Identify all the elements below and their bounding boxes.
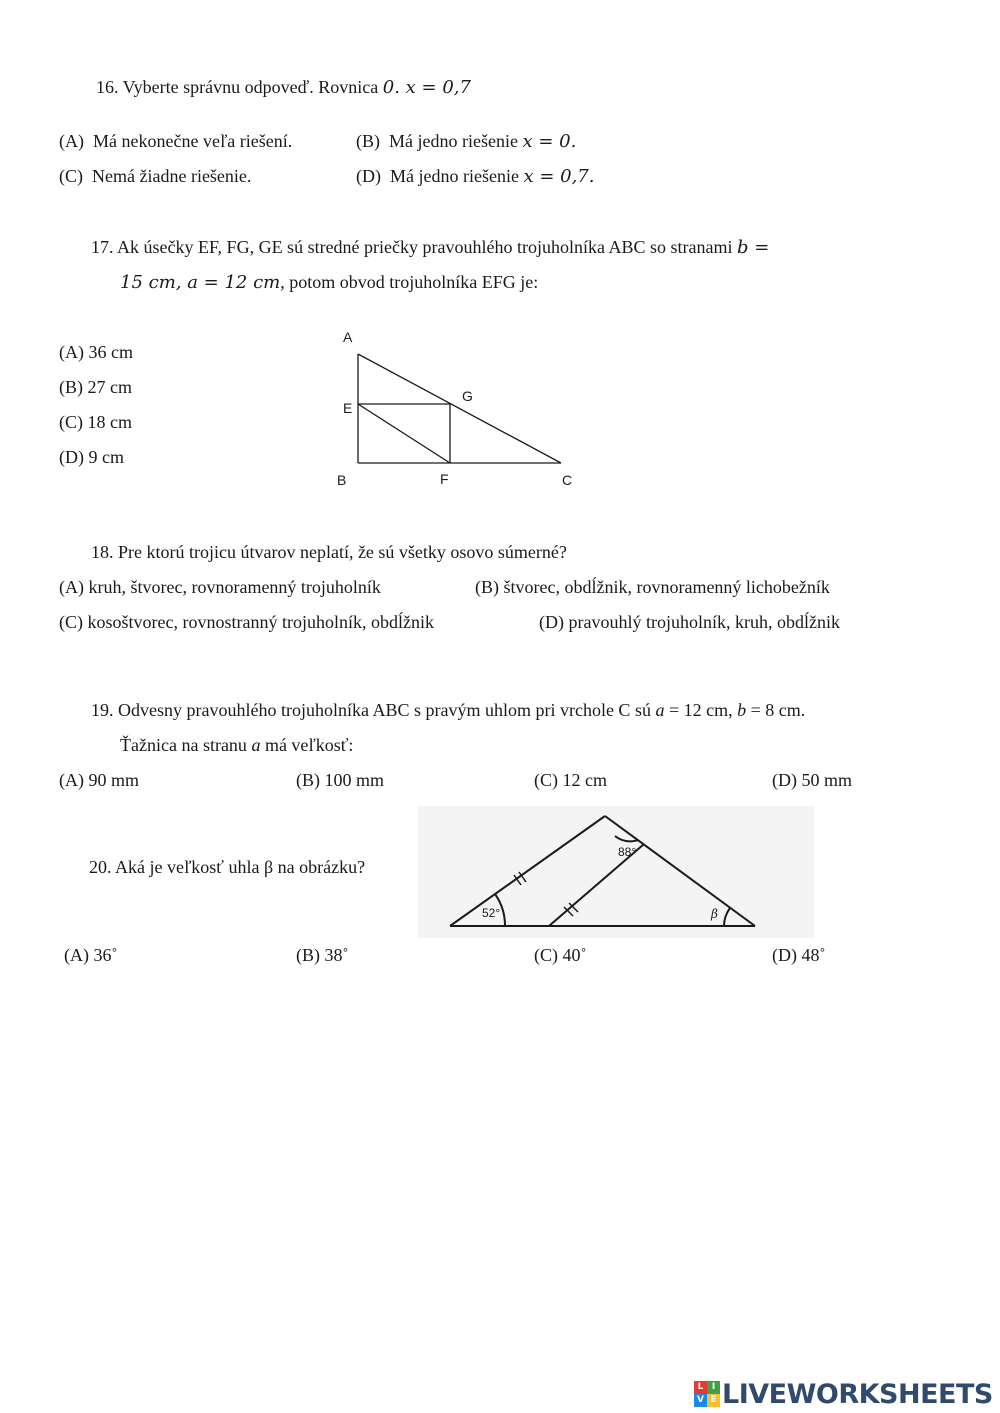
label-a: A	[343, 329, 353, 345]
label-c: C	[562, 472, 573, 488]
q16-option-b-text: Má jedno riešenie	[389, 131, 523, 151]
q16-option-c-text: Nemá žiadne riešenie.	[92, 166, 252, 186]
q19-line2-var: a	[251, 735, 261, 755]
angle-52-label: 52°	[482, 906, 501, 920]
q16-option-b-label: (B)	[356, 131, 380, 151]
q20-option-d[interactable]: (D) 48˚	[772, 945, 826, 965]
q17-option-c[interactable]: (C) 18 cm	[59, 412, 132, 432]
q19-line2-post: má veľkosť:	[260, 735, 354, 755]
diagram-background	[418, 806, 814, 938]
q17-triangle-diagram	[330, 322, 590, 492]
q16-question-text: 16. Vyberte správnu odpoveď. Rovnica	[96, 77, 383, 97]
q20-option-a[interactable]: (A) 36˚	[64, 945, 118, 965]
logo-badge-icon	[694, 1381, 720, 1407]
logo-badge-e: E	[707, 1394, 720, 1407]
q17-math-values: 15 cm, a = 12 cm	[120, 272, 281, 293]
q20-option-b[interactable]: (B) 38˚	[296, 945, 349, 965]
q17-math-b: b =	[736, 237, 770, 258]
q17-question-line2	[120, 271, 538, 294]
q16-equation: 0. x = 0,7	[382, 77, 471, 98]
q19-text-post: = 8 cm.	[746, 700, 806, 720]
q16-option-b[interactable]	[356, 130, 576, 153]
q19-var-b: b	[737, 700, 747, 720]
q19-option-a[interactable]: (A) 90 mm	[59, 770, 139, 790]
q17-question-text: 17. Ak úsečky EF, FG, GE sú stredné priečky pravouhlého trojuholníka ABC so stranami	[91, 237, 737, 257]
q16-option-a[interactable]	[59, 130, 292, 152]
q16-option-d-text: Má jedno riešenie	[390, 166, 524, 186]
q18-question: 18. Pre ktorú trojicu útvarov neplatí, že sú všetky osovo súmerné?	[91, 542, 567, 562]
q16-option-d-math: x = 0,7.	[523, 166, 595, 187]
logo-text: LIVEWORKSHEETS	[722, 1378, 993, 1410]
q17-option-d[interactable]: (D) 9 cm	[59, 447, 124, 467]
q18-option-d[interactable]: (D) pravouhlý trojuholník, kruh, obdĺžnik	[539, 612, 840, 632]
q17-question-line1	[91, 236, 769, 259]
logo-badge-i: I	[707, 1381, 720, 1394]
q18-option-b[interactable]: (B) štvorec, obdĺžnik, rovnoramenný lichobežník	[475, 577, 830, 597]
q18-option-a[interactable]: (A) kruh, štvorec, rovnoramenný trojuholník	[59, 577, 381, 597]
q16-question	[96, 76, 471, 99]
q19-text-mid: = 12 cm,	[664, 700, 738, 720]
q17-question-rest: , potom obvod trojuholníka EFG je:	[280, 272, 539, 292]
q16-option-c[interactable]	[59, 165, 251, 187]
q19-question-line1	[91, 699, 805, 721]
q20-triangle-diagram	[418, 806, 814, 938]
angle-88-label: 88°	[618, 845, 637, 859]
q16-option-a-label: (A)	[59, 131, 84, 151]
q18-option-c[interactable]: (C) kosoštvorec, rovnostranný trojuholník, obdĺžnik	[59, 612, 434, 632]
angle-beta-label: β	[711, 907, 718, 921]
label-b: B	[337, 472, 347, 488]
logo-badge-l: L	[694, 1381, 707, 1394]
q16-option-d-label: (D)	[356, 166, 381, 186]
q16-option-c-label: (C)	[59, 166, 83, 186]
q16-option-b-math: x = 0.	[522, 131, 577, 152]
q17-option-b[interactable]: (B) 27 cm	[59, 377, 132, 397]
logo-badge-v: V	[694, 1394, 707, 1407]
q19-question-line2	[120, 734, 353, 756]
label-e: E	[343, 400, 353, 416]
q20-option-c[interactable]: (C) 40˚	[534, 945, 587, 965]
q19-option-c[interactable]: (C) 12 cm	[534, 770, 607, 790]
label-f: F	[440, 471, 449, 487]
q20-question: 20. Aká je veľkosť uhla β na obrázku?	[89, 857, 366, 877]
q19-line2-pre: Ťažnica na stranu	[120, 735, 252, 755]
q17-option-a[interactable]: (A) 36 cm	[59, 342, 133, 362]
q19-option-d[interactable]: (D) 50 mm	[772, 770, 852, 790]
q16-option-d[interactable]	[356, 165, 594, 188]
q16-option-a-text: Má nekonečne veľa riešení.	[93, 131, 293, 151]
liveworksheets-logo[interactable]	[694, 1376, 993, 1412]
q19-text-pre: 19. Odvesny pravouhlého trojuholníka ABC s pravým uhlom pri vrchole C sú	[91, 700, 656, 720]
q19-option-b[interactable]: (B) 100 mm	[296, 770, 384, 790]
label-g: G	[462, 388, 473, 404]
side-ac	[358, 354, 561, 463]
segment-ef	[358, 404, 450, 463]
q19-var-a: a	[655, 700, 665, 720]
